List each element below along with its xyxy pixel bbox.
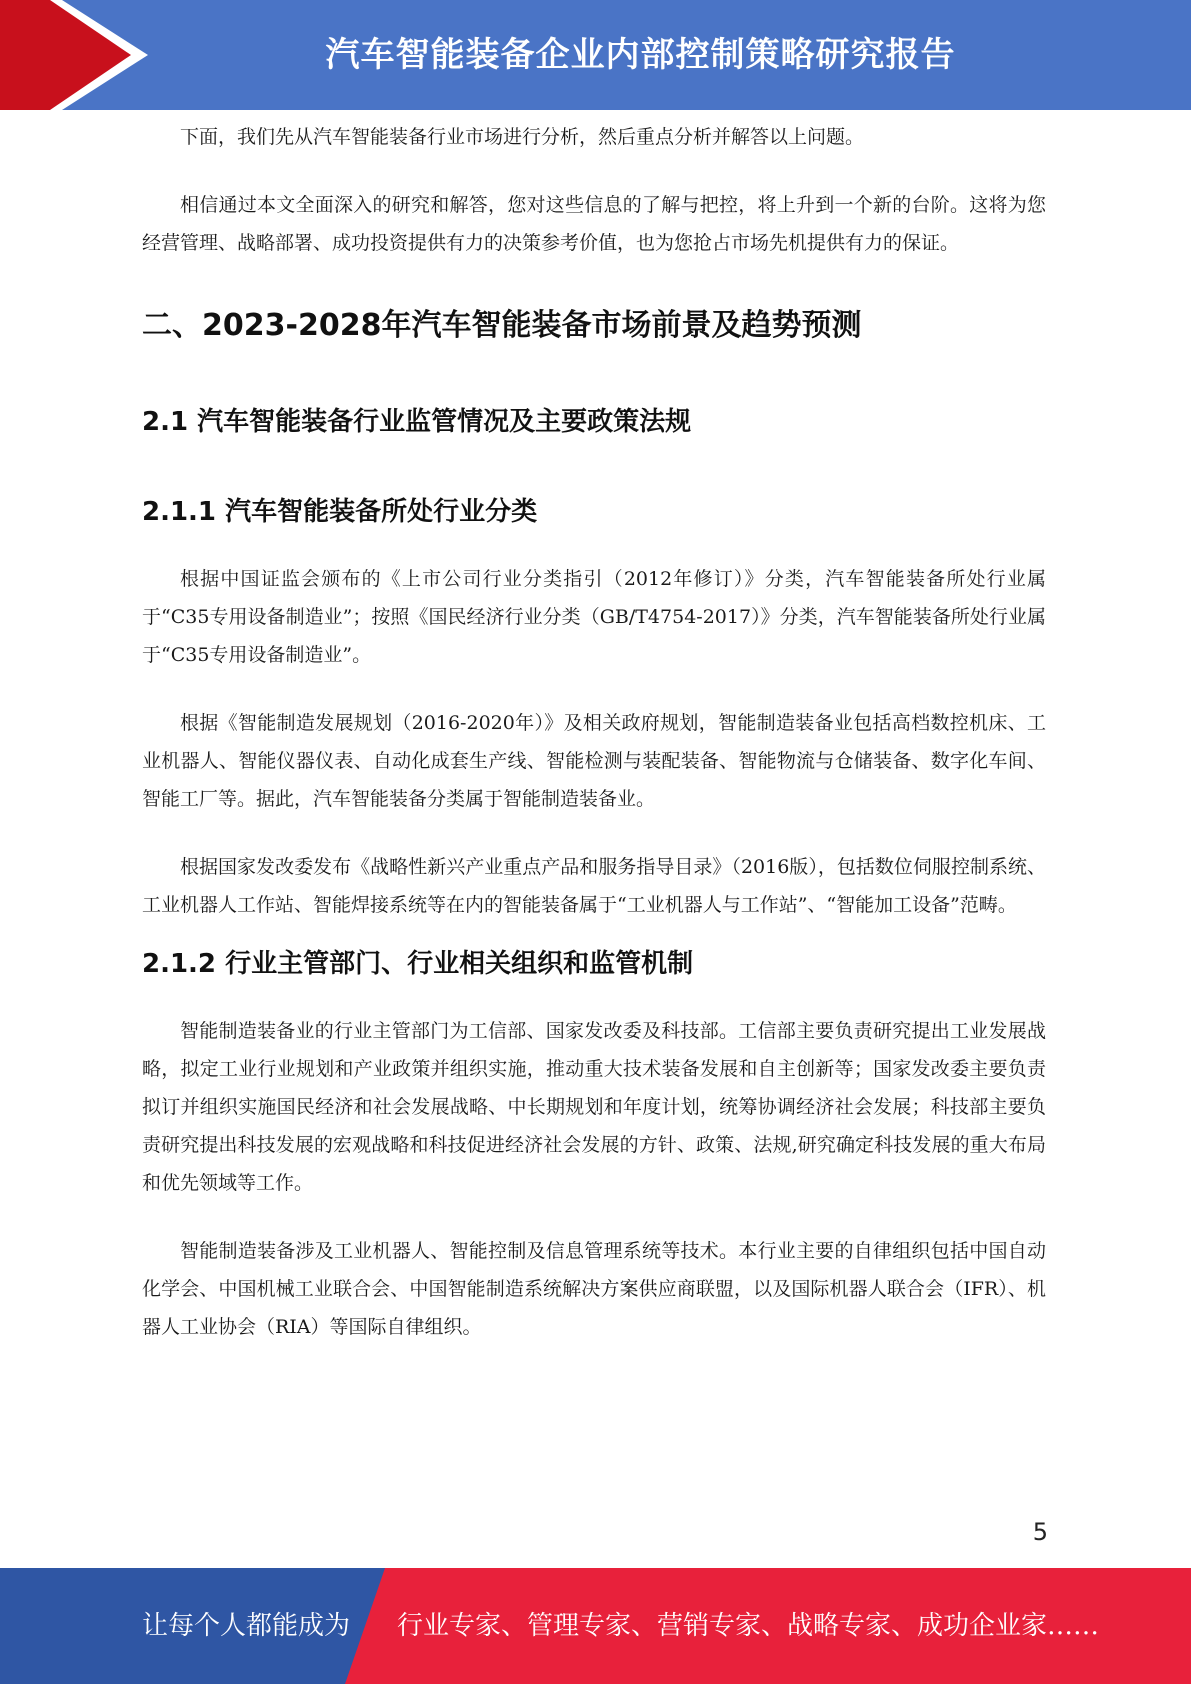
section-2-1-2-paragraph-1: 智能制造装备业的行业主管部门为工信部、国家发改委及科技部。工信部主要负责研究提出工业发展战略，拟定工业行业规划和产业政策并组织实施，推动重大技术装备发展和自主创新等；国家发改委主要负责拟订并组织实施国民经济和社会发展战略、中长期规划和年度计划，统筹协调经济社会发展；科技部主要负责研究提出科技发展的宏观战略和科技促进经济社会发展的方针、政策、法规,研究确定科技发展的重大布局和优先领域等工作。 [142, 1020, 1046, 1194]
section-2-1-2-heading: 2.1.2 行业主管部门、行业相关组织和监管机制 [142, 949, 694, 979]
section-2-1-1-paragraph-2: 根据《智能制造发展规划（2016-2020年）》及相关政府规划，智能制造装备业包括高档数控机床、工业机器人、智能仪器仪表、自动化成套生产线、智能检测与装配装备、智能物流与仓储装备、数字化车间、智能工厂等。据此，汽车智能装备分类属于智能制造装备业。 [142, 712, 1046, 810]
page-content [142, 118, 1046, 1376]
section-2-1-1-paragraph-3: 根据国家发改委发布《战略性新兴产业重点产品和服务指导目录》（2016版），包括数位伺服控制系统、工业机器人工作站、智能焊接系统等在内的智能装备属于“工业机器人与工作站”、“智能加工设备”范畴。 [142, 856, 1046, 916]
section-2-1-2-paragraph-2: 智能制造装备涉及工业机器人、智能控制及信息管理系统等技术。本行业主要的自律组织包括中国自动化学会、中国机械工业联合会、中国智能制造系统解决方案供应商联盟，以及国际机器人联合会（IFR）、机器人工业协会（RIA）等国际自律组织。 [142, 1240, 1046, 1338]
section-2-1-heading: 2.1 汽车智能装备行业监管情况及主要政策法规 [142, 407, 692, 437]
report-title: 汽车智能装备企业内部控制策略研究报告 [325, 35, 956, 75]
intro-paragraph-2: 相信通过本文全面深入的研究和解答，您对这些信息的了解与把控，将上升到一个新的台阶。这将为您经营管理、战略部署、成功投资提供有力的决策参考价值，也为您抢占市场先机提供有力的保证。 [142, 194, 1046, 254]
section-2-heading: 二、2023-2028年汽车智能装备市场前景及趋势预测 [142, 308, 862, 343]
footer-banner [0, 1568, 1191, 1684]
footer-slogan-right: 行业专家、管理专家、营销专家、战略专家、成功企业家…… [397, 1611, 1100, 1641]
footer-slogan-left: 让每个人都能成为 [142, 1611, 351, 1641]
page-number: 5 [1032, 1518, 1048, 1546]
header-banner [0, 0, 1191, 110]
intro-paragraph-1: 下面，我们先从汽车智能装备行业市场进行分析，然后重点分析并解答以上问题。 [180, 126, 865, 148]
header-arrow-decoration [0, 0, 160, 110]
section-2-1-1-paragraph-1: 根据中国证监会颁布的《上市公司行业分类指引（2012年修订）》分类，汽车智能装备所处行业属于“C35专用设备制造业”；按照《国民经济行业分类（GB/T4754-2017）》分类，汽车智能装备所处行业属于“C35专用设备制造业”。 [142, 568, 1046, 666]
section-2-1-1-heading: 2.1.1 汽车智能装备所处行业分类 [142, 497, 538, 527]
